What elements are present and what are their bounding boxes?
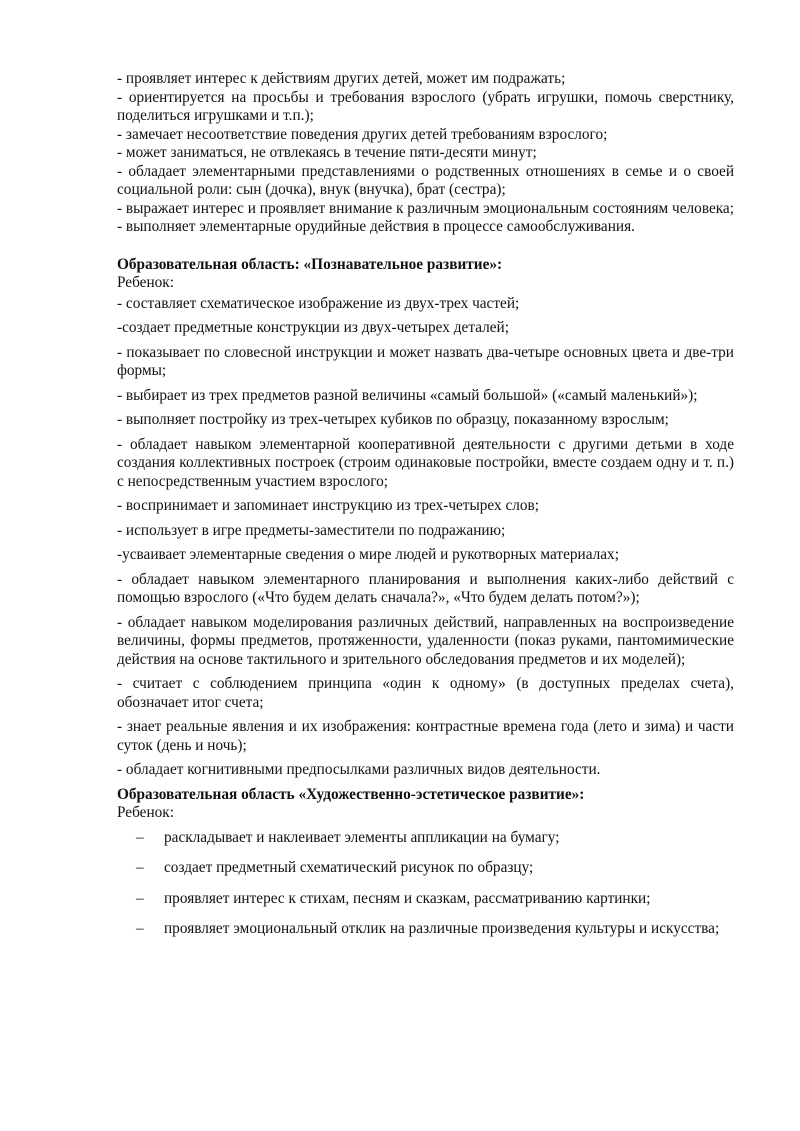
list-item [117,920,734,939]
list-item: - выбирает из трех предметов разной величины «самый большой» («самый маленький»); [117,386,698,404]
list-item: - составляет схематическое изображение из двух-трех частей; [117,294,520,312]
list-item-text: проявляет интерес к стихам, песням и сказкам, рассматриванию картинки; [164,889,651,907]
dash-bullet: – [136,889,144,907]
list-item-text: проявляет эмоциональный отклик на различные произведения культуры и искусства; [164,920,720,937]
list-item: -усваивает элементарные сведения о мире людей и рукотворных материалах; [117,546,619,563]
dash-bullet: – [136,859,144,876]
list-item: - знает реальные явления и их изображения: контрастные времена года (лето и зима) и части суток (день и ночь); [117,718,734,754]
section-heading-cognitive: Образовательная область: «Познавательное развитие»: [117,255,503,273]
list-item [117,890,734,909]
list-item: - обладает навыком элементарной кооперативной деятельности с другими детьми в ходе создания коллективных построек (строим одинаковые постройки, вместе создаем одну и т. п.) с непосредственным участием взрослого; [117,435,734,490]
dash-bullet: – [136,828,144,846]
list-item: - использует в игре предметы-заместители по подражанию; [117,521,506,539]
list-item: - выполняет постройку из трех-четырех кубиков по образцу, показанному взрослым; [117,411,669,428]
document-page [117,70,734,951]
section-heading-artistic: Образовательная область «Художественно-эстетическое развитие»: [117,785,585,803]
child-label: Ребенок: [117,274,174,291]
list-item: - выполняет элементарные орудийные действия в процессе самообслуживания. [117,218,635,235]
artistic-development-list [117,829,734,939]
list-item-text: раскладывает и наклеивает элементы аппликации на бумагу; [164,828,560,846]
list-item: - показывает по словесной инструкции и может назвать два-четыре основных цвета и две-три формы; [117,343,734,379]
list-item: - ориентируется на просьбы и требования взрослого (убрать игрушки, помочь сверстнику, поделиться игрушками и т.п.); [117,88,734,124]
list-item: - обладает навыком элементарного планирования и выполнения каких-либо действий с помощью взрослого («Что будем делать сначала?», «Что будем делать потом?»); [117,570,734,606]
list-item: - обладает элементарными представлениями о родственных отношениях в семье и о своей социальной роли: сын (дочка), внук (внучка), брат (сестра); [117,162,734,198]
list-item: - обладает навыком моделирования различных действий, направленных на воспроизведение величины, формы предметов, протяженности, удаленности (показ руками, пантомимические действия на основе тактильного и зрительного обследования предметов и их моделей); [117,613,734,668]
list-item: - замечает несоответствие поведения других детей требованиям взрослого; [117,125,608,143]
list-item [117,829,734,848]
list-item: - выражает интерес и проявляет внимание к различным эмоциональным состояниям человека; [117,199,734,217]
list-item-text: создает предметный схематический рисунок по образцу; [164,859,534,876]
list-item: - считает с соблюдением принципа «один к одному» (в доступных пределах счета), обозначает итог счета; [117,675,734,711]
list-item: - обладает когнитивными предпосылками различных видов деятельности. [117,761,601,778]
list-item: - проявляет интерес к действиям других детей, может им подражать; [117,70,566,87]
cognitive-development-list [117,295,734,780]
list-item: - может заниматься, не отвлекаясь в течение пяти-десяти минут; [117,144,537,161]
social-development-list [117,70,734,237]
list-item: -создает предметные конструкции из двух-четырех деталей; [117,319,509,336]
child-label: Ребенок: [117,804,174,821]
list-item: - воспринимает и запоминает инструкцию из трех-четырех слов; [117,497,540,514]
dash-bullet: – [136,920,144,937]
list-item [117,859,734,878]
